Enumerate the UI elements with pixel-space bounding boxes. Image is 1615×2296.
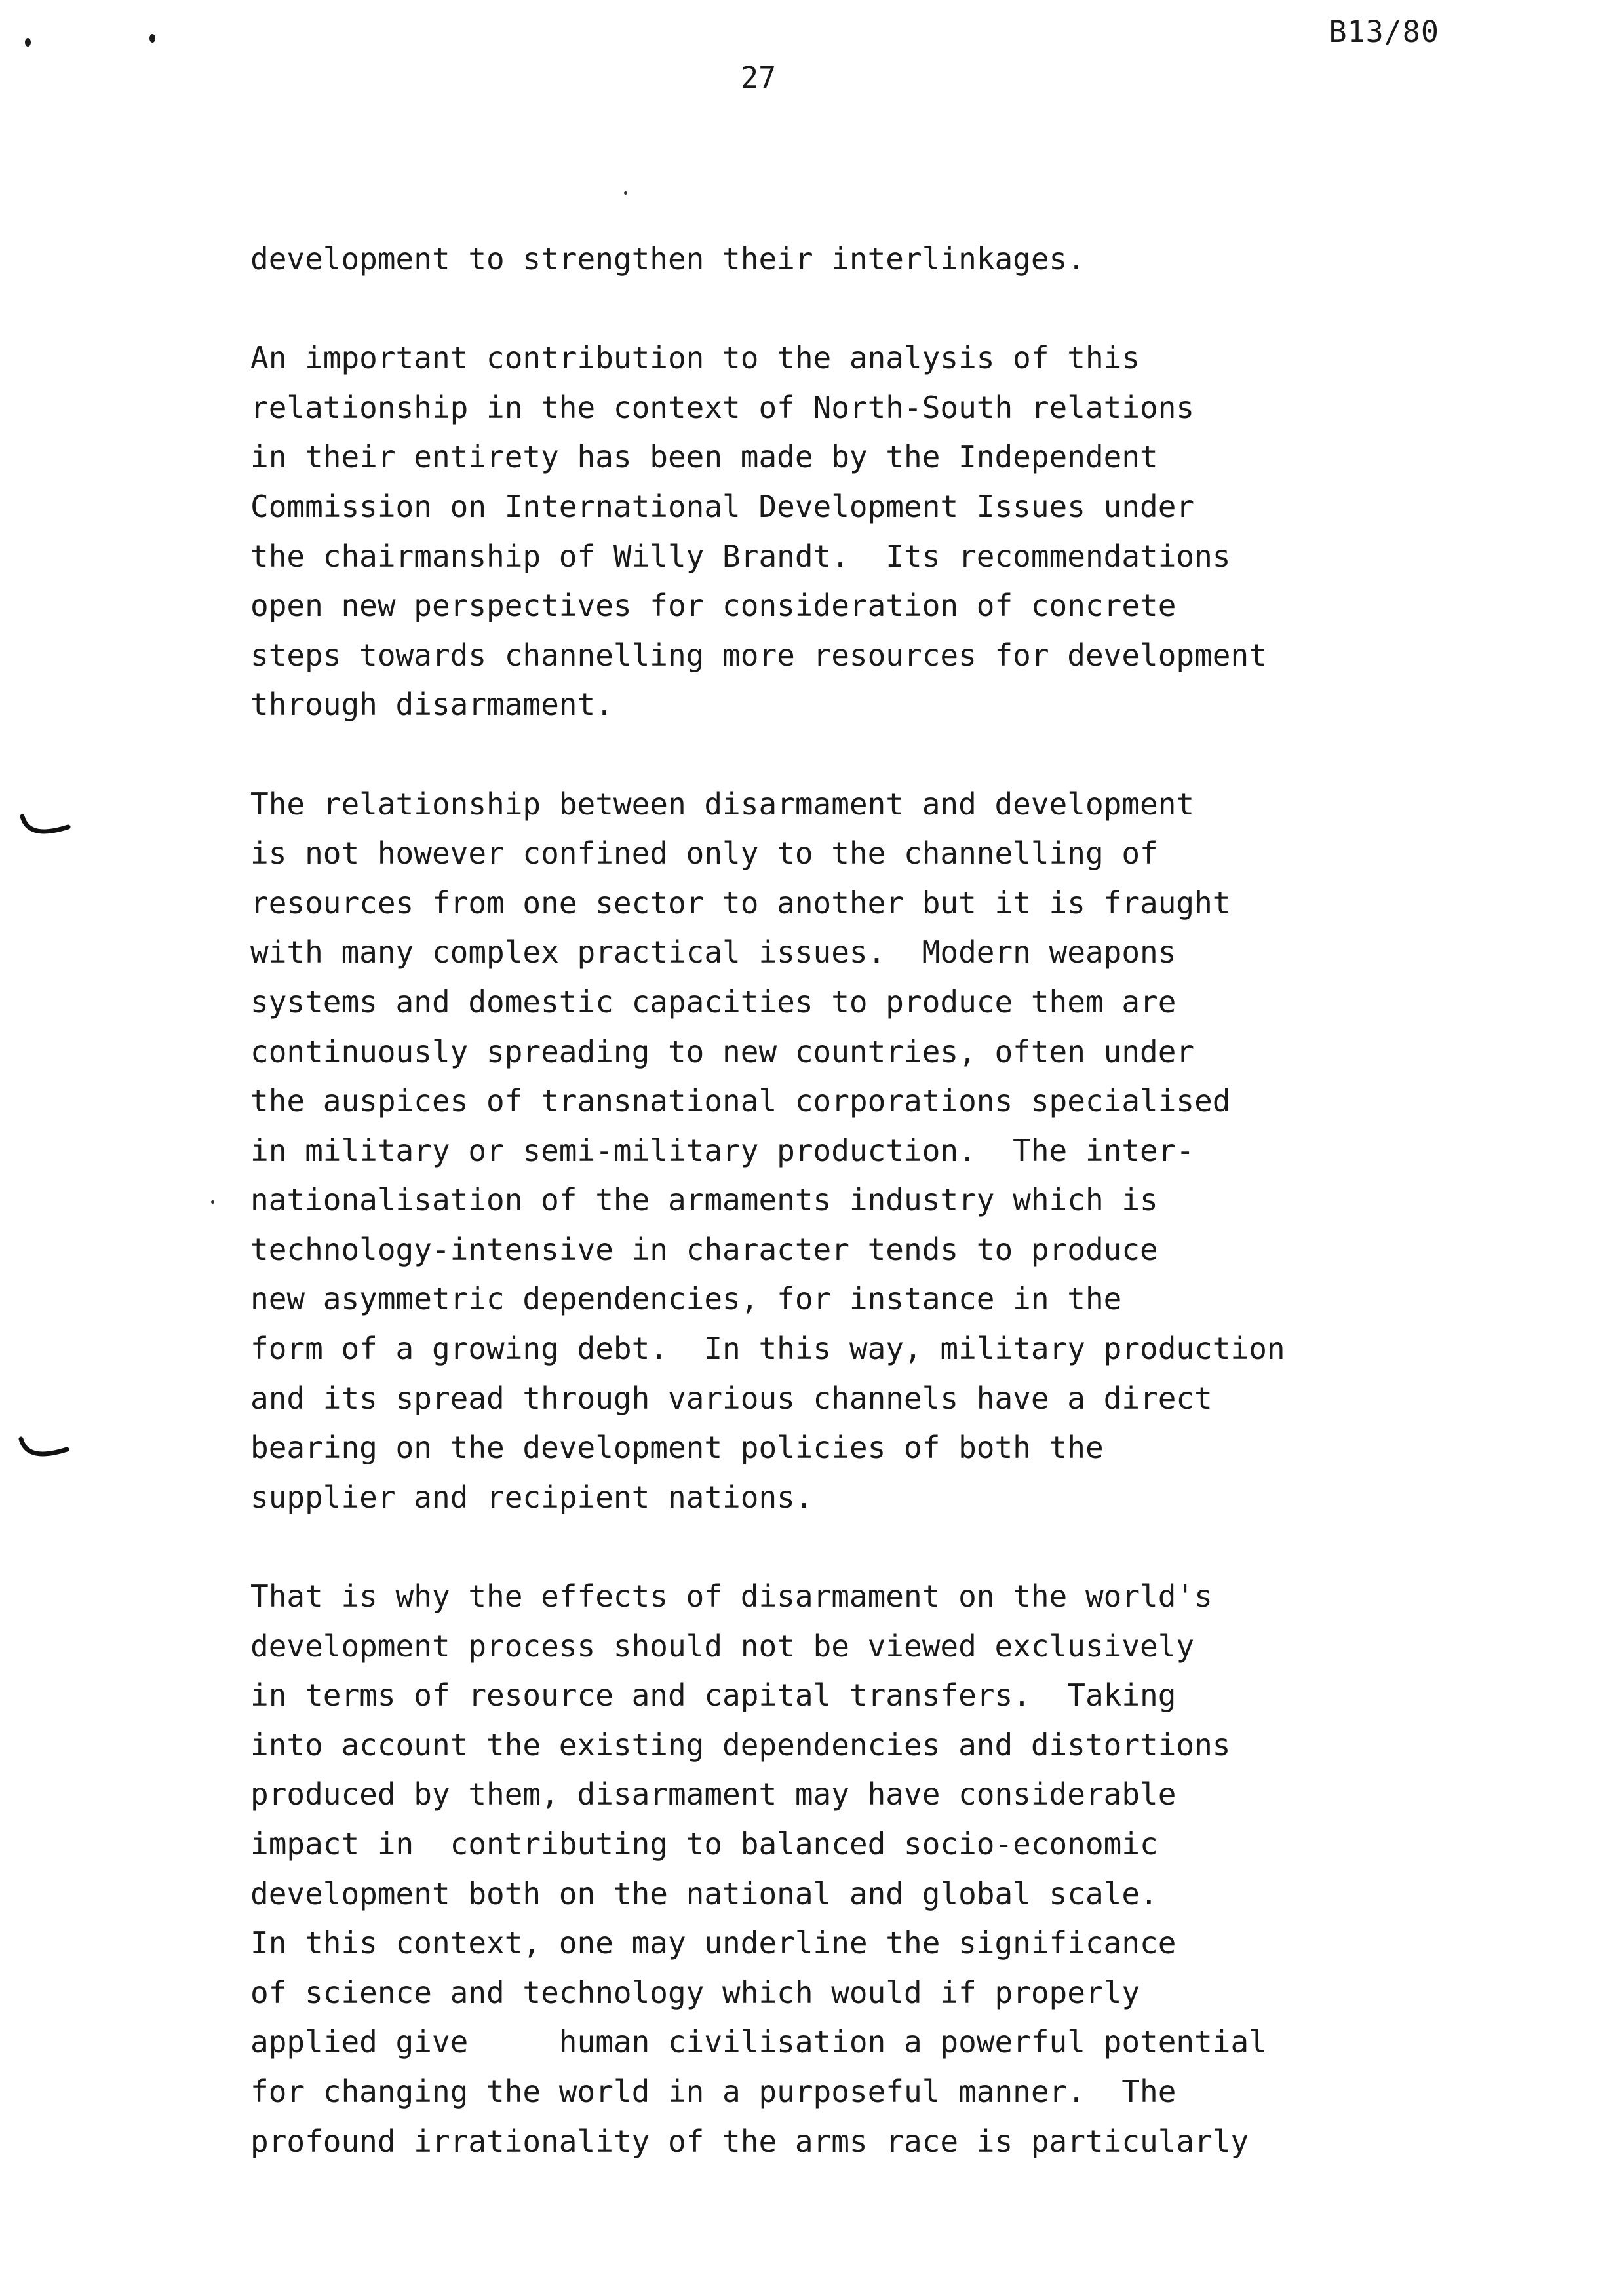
text-line: the chairmanship of Willy Brandt. Its recommendations — [250, 538, 1231, 574]
scan-speck-mark — [211, 1200, 214, 1204]
text-line: in military or semi-military production. The inter- — [250, 1132, 1195, 1168]
body-text — [250, 235, 1483, 2216]
page-number: 27 — [741, 60, 777, 95]
margin-check-mark — [18, 1435, 71, 1461]
text-line: in their entirety has been made by the Independent — [250, 439, 1158, 475]
text-line: with many complex practical issues. Modern weapons — [250, 934, 1177, 970]
text-line: development both on the national and global scale. — [250, 1875, 1158, 1911]
text-line: nationalisation of the armaments industry which is — [250, 1182, 1158, 1218]
paragraph — [250, 235, 1483, 284]
text-line: through disarmament. — [250, 687, 613, 723]
paragraph — [250, 780, 1483, 1523]
text-line: and its spread through various channels have a direct — [250, 1380, 1213, 1416]
text-line: That is why the effects of disarmament on the world's — [250, 1578, 1213, 1615]
text-line: In this context, one may underline the significance — [250, 1925, 1177, 1961]
text-line: new asymmetric dependencies, for instance in the — [250, 1281, 1122, 1317]
scan-dot-mark — [149, 34, 155, 43]
text-line: Commission on International Development Issues under — [250, 488, 1195, 524]
paragraph — [250, 1572, 1483, 2166]
text-line: steps towards channelling more resources for development — [250, 637, 1267, 673]
scan-speck-mark — [624, 191, 627, 195]
text-line: produced by them, disarmament may have considerable — [250, 1776, 1177, 1812]
scan-dot-mark — [25, 38, 31, 47]
text-line: continuously spreading to new countries, often under — [250, 1033, 1195, 1069]
text-line: The relationship between disarmament and development — [250, 786, 1195, 822]
text-line: impact in contributing to balanced socio-economic — [250, 1826, 1158, 1862]
text-line: systems and domestic capacities to produce them are — [250, 984, 1177, 1020]
text-line: form of a growing debt. In this way, military production — [250, 1331, 1285, 1367]
text-line: applied give human civilisation a powerful potential — [250, 2024, 1267, 2060]
text-line: into account the existing dependencies and distortions — [250, 1727, 1231, 1763]
text-line: An important contribution to the analysis of this — [250, 340, 1140, 376]
text-line: the auspices of transnational corporations specialised — [250, 1083, 1231, 1119]
text-line: resources from one sector to another but it is fraught — [250, 885, 1231, 921]
text-line: technology-intensive in character tends to produce — [250, 1231, 1158, 1267]
text-line: development process should not be viewed exclusively — [250, 1628, 1195, 1664]
text-line: relationship in the context of North-South relations — [250, 389, 1195, 425]
text-line: is not however confined only to the channelling of — [250, 835, 1158, 871]
text-line: open new perspectives for consideration of concrete — [250, 588, 1177, 624]
text-line: bearing on the development policies of both the — [250, 1430, 1104, 1466]
document-reference: B13/80 — [1329, 14, 1439, 49]
paragraph — [250, 334, 1483, 730]
text-line: supplier and recipient nations. — [250, 1479, 813, 1515]
text-line: of science and technology which would if properly — [250, 1974, 1140, 2010]
text-line: profound irrationality of the arms race is particularly — [250, 2123, 1249, 2159]
text-line: for changing the world in a purposeful manner. The — [250, 2073, 1177, 2109]
margin-check-mark — [20, 813, 72, 839]
text-line: in terms of resource and capital transfers. Taking — [250, 1677, 1177, 1713]
text-line: development to strengthen their interlinkages. — [250, 241, 1085, 277]
